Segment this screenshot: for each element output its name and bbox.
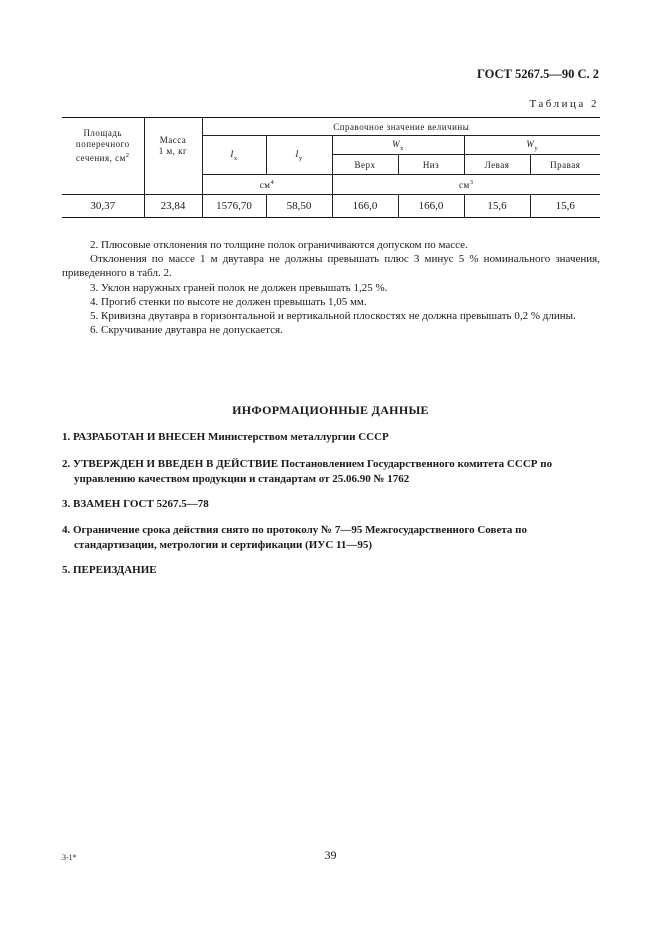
page-number: 39	[324, 848, 337, 862]
table-2	[62, 117, 600, 218]
header-bottom: Низ	[398, 155, 464, 175]
note-6: 6. Скручивание двутавра не допускается.	[90, 324, 283, 337]
header-right: Правая	[530, 155, 600, 175]
header-reference-values: Справочное значение величины	[202, 118, 600, 136]
footer-mark: 3-1*	[62, 853, 77, 862]
info-item-4: 4. Ограничение срока действия снято по протоколу № 7—95 Межгосударственного Совета по стандартизации, метрологии и сертификации (ИУС 11—95)	[62, 524, 527, 551]
note-4: 4. Прогиб стенки по высоте не должен превышать 1,05 мм.	[90, 295, 367, 308]
note-5: 5. Кривизна двутавра в горизонтальной и вертикальной плоскостях не должна превышать 0,2 % длины.	[90, 310, 576, 323]
table-caption: Таблица 2	[529, 98, 599, 110]
header-area: Площадь поперечного сечения, $см^2$	[62, 118, 144, 175]
info-item-5: 5. ПЕРЕИЗДАНИЕ	[62, 564, 157, 576]
header-top: Верх	[332, 155, 398, 175]
note-3: 3. Уклон наружных граней полок не должен превышать 1,25 %.	[90, 281, 388, 294]
unit-cm4: $см^4$	[202, 175, 332, 195]
header-wx: $W_x$	[332, 136, 464, 155]
info-section-title: ИНФОРМАЦИОННЫЕ ДАННЫЕ	[232, 403, 429, 417]
header-wy: $W_y$	[464, 136, 600, 155]
info-item-2: 2. УТВЕРЖДЕН И ВВЕДЕН В ДЕЙСТВИЕ Постановлением Государственного комитета СССР по управлению качеством продукции и стандартам от 25.06.90 № 1762	[62, 458, 553, 485]
info-item-1: 1. РАЗРАБОТАН И ВНЕСЕН Министерством металлургии СССР	[62, 431, 389, 443]
document-header: ГОСТ 5267.5—90 С. 2	[476, 67, 599, 81]
table-row: 30,37 23,84 1576,70 58,50 166,0 166,0 15,6 15,6	[62, 195, 600, 218]
header-mass: Масса 1 м, кг	[144, 118, 202, 175]
notes	[62, 238, 600, 337]
header-iy: $I_y$	[266, 136, 332, 175]
header-left: Левая	[464, 155, 530, 175]
note-2: 2. Плюсовые отклонения по толщине полок ограничиваются допуском по массе.	[90, 239, 468, 251]
note-2-mass: Отклонения по массе 1 м двутавра не должны превышать плюс 3 минус 5 % номинального значения, приведенного в табл. 2.	[62, 253, 600, 280]
unit-cm3: $см^3$	[332, 175, 600, 195]
header-ix: $I_x$	[202, 136, 266, 175]
info-item-3: 3. ВЗАМЕН ГОСТ 5267.5—78	[62, 498, 209, 510]
